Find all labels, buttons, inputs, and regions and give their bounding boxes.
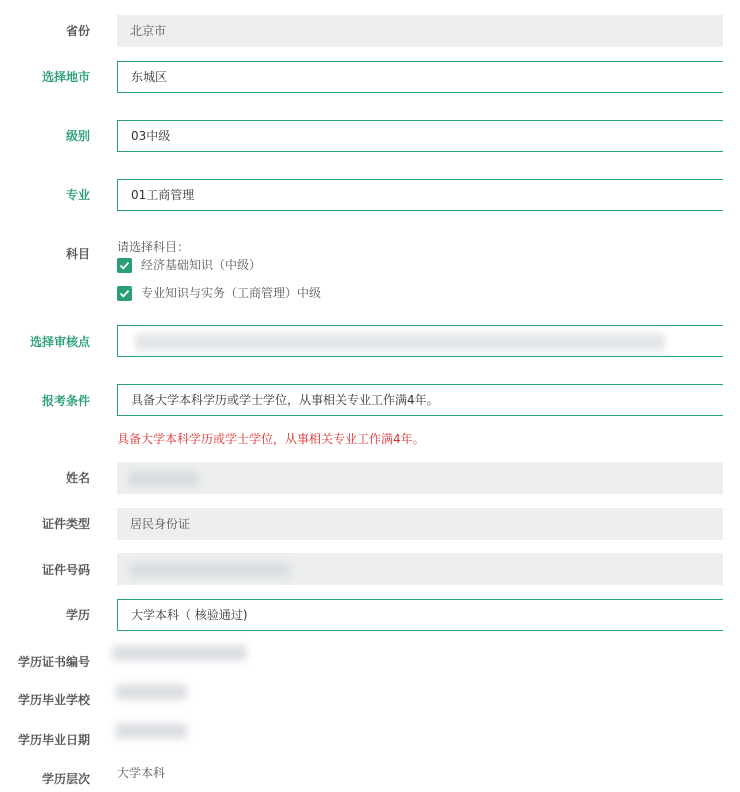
subjects-label: 科目 bbox=[65, 247, 90, 261]
education-label: 学历 bbox=[65, 608, 90, 622]
id-number-label: 证件号码 bbox=[41, 563, 90, 577]
condition-note: 具备大学本科学历或学士学位，从事相关专业工作满4年。 bbox=[117, 432, 425, 446]
check-icon bbox=[119, 288, 130, 299]
name-field bbox=[117, 462, 723, 494]
edu-level-value: 大学本科 bbox=[117, 766, 166, 780]
condition-select[interactable]: 具备大学本科学历或学士学位，从事相关专业工作满4年。 bbox=[117, 384, 723, 416]
level-label: 级别 bbox=[65, 129, 90, 143]
id-type-label: 证件类型 bbox=[41, 517, 90, 531]
id-type-field: 居民身份证 bbox=[117, 508, 723, 540]
subject-checkbox-2[interactable] bbox=[117, 286, 132, 301]
name-label: 姓名 bbox=[65, 471, 90, 485]
level-select[interactable]: 03中级 bbox=[117, 120, 723, 152]
redacted-blur bbox=[135, 333, 665, 351]
condition-label: 报考条件 bbox=[41, 394, 90, 408]
education-select[interactable]: 大学本科（ 核验通过) bbox=[117, 599, 723, 631]
check-icon bbox=[119, 260, 130, 271]
edu-cert-no-label: 学历证书编号 bbox=[17, 655, 90, 669]
province-label: 省份 bbox=[65, 24, 90, 38]
subject-checkbox-1[interactable] bbox=[117, 258, 132, 273]
major-select[interactable]: 01工商管理 bbox=[117, 179, 723, 211]
city-select[interactable]: 东城区 bbox=[117, 61, 723, 93]
redacted-blur bbox=[115, 684, 187, 700]
subjects-hint: 请选择科目： bbox=[117, 240, 190, 254]
subject-checkbox-1-label: 经济基础知识（中级） bbox=[141, 258, 262, 272]
redacted-blur bbox=[112, 645, 247, 661]
edu-grad-date-label: 学历毕业日期 bbox=[17, 733, 90, 747]
city-label: 选择地市 bbox=[41, 70, 90, 84]
redacted-blur bbox=[130, 563, 290, 577]
redacted-blur bbox=[128, 472, 198, 486]
redacted-blur bbox=[115, 723, 187, 739]
subject-checkbox-2-label: 专业知识与实务（工商管理）中级 bbox=[141, 286, 322, 300]
province-field: 北京市 bbox=[117, 15, 723, 47]
edu-school-label: 学历毕业学校 bbox=[17, 693, 90, 707]
edu-level-label: 学历层次 bbox=[41, 772, 90, 786]
major-label: 专业 bbox=[65, 188, 90, 202]
review-point-label: 选择审核点 bbox=[29, 335, 90, 349]
